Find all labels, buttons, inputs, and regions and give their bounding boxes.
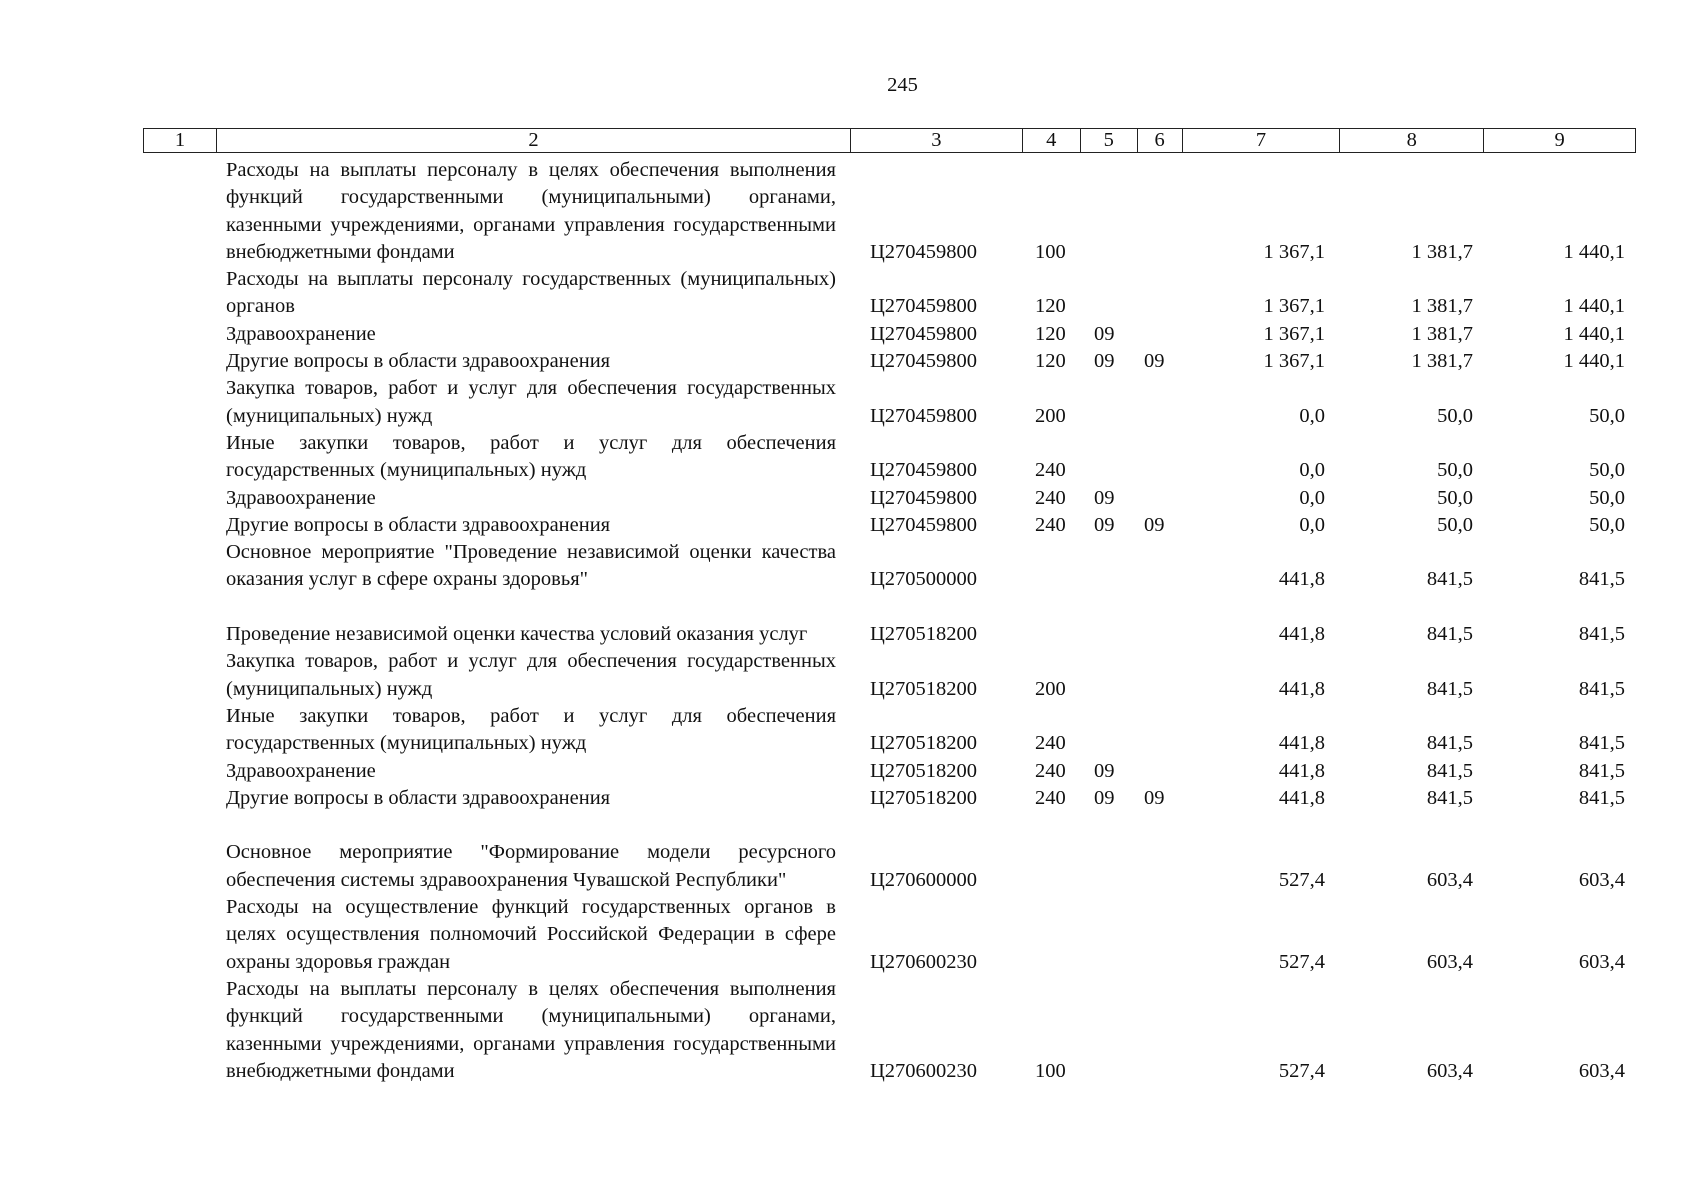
section-code: 09 [1094, 786, 1115, 809]
amount-col-7: 0,0 [1299, 404, 1325, 427]
table-row [0, 157, 1697, 266]
expense-type-code: 100 [1035, 1059, 1066, 1082]
amount-col-7: 441,8 [1278, 677, 1325, 700]
amount-col-8: 603,4 [1426, 1059, 1473, 1082]
target-article-code: Ц270459800 [870, 404, 978, 427]
expense-type-code: 240 [1035, 732, 1066, 755]
amount-col-9: 1 440,1 [1563, 295, 1625, 318]
amount-col-7: 0,0 [1299, 513, 1325, 536]
amount-col-9: 841,5 [1578, 677, 1625, 700]
table-body [0, 157, 1697, 1085]
row-description: Закупка товаров, работ и услуг для обеспечения государственных (муниципальных) нужд [226, 377, 836, 427]
amount-col-7: 527,4 [1278, 868, 1325, 891]
table-row [0, 703, 1697, 758]
table-row [0, 375, 1697, 430]
header-col-8: 8 [1340, 129, 1484, 152]
amount-col-7: 527,4 [1278, 1059, 1325, 1082]
row-description: Другие вопросы в области здравоохранения [226, 350, 611, 373]
expense-type-code: 240 [1035, 486, 1066, 509]
row-description: Здравоохранение [226, 486, 376, 509]
header-col-9: 9 [1554, 129, 1565, 151]
header-col-1: 1 [144, 129, 217, 152]
amount-col-8: 603,4 [1426, 950, 1473, 973]
page-number: 245 [887, 74, 918, 96]
table-row [0, 976, 1697, 1085]
header-col-2: 2 [217, 129, 851, 152]
expense-type-code: 240 [1035, 513, 1066, 536]
row-description: Иные закупки товаров, работ и услуг для обеспечения государственных (муниципальных) нужд [226, 431, 836, 482]
expense-type-code: 120 [1035, 350, 1066, 373]
target-article-code: Ц270600000 [870, 868, 978, 891]
header-col-4: 4 [1023, 129, 1081, 152]
amount-col-7: 1 367,1 [1263, 322, 1325, 345]
amount-col-9: 841,5 [1578, 759, 1625, 782]
row-description: Другие вопросы в области здравоохранения [226, 513, 611, 536]
amount-col-8: 841,5 [1426, 568, 1473, 591]
table-row [0, 266, 1697, 321]
expense-type-code: 240 [1035, 786, 1066, 809]
amount-col-9: 841,5 [1578, 786, 1625, 809]
subsection-code: 09 [1144, 786, 1165, 809]
table-row [0, 785, 1697, 812]
target-article-code: Ц270459800 [870, 350, 978, 373]
expense-type-code: 120 [1035, 295, 1066, 318]
amount-col-7: 441,8 [1278, 759, 1325, 782]
amount-col-7: 1 367,1 [1263, 240, 1325, 263]
amount-col-9: 1 440,1 [1563, 322, 1625, 345]
table-row [0, 321, 1697, 348]
amount-col-8: 50,0 [1437, 459, 1473, 482]
expense-type-code: 240 [1035, 459, 1066, 482]
amount-col-7: 527,4 [1278, 950, 1325, 973]
table-row [0, 512, 1697, 539]
expense-type-code: 120 [1035, 322, 1066, 345]
amount-col-8: 50,0 [1437, 513, 1473, 536]
table-row [0, 758, 1697, 785]
amount-col-9: 50,0 [1589, 486, 1625, 509]
row-description: Основное мероприятие "Проведение независимой оценки качества оказания услуг в сфере охраны здоровья" [226, 541, 836, 591]
row-description: Расходы на выплаты персоналу в целях обеспечения выполнения функций государственными (муниципальными) органами, казенными учреждениями, органами управления государственными внебюджетными фондами [226, 977, 836, 1082]
target-article-code: Ц270600230 [870, 1059, 978, 1082]
amount-col-9: 50,0 [1589, 513, 1625, 536]
header-col-5: 5 [1081, 129, 1138, 152]
subsection-code: 09 [1144, 513, 1165, 536]
target-article-code: Ц270459800 [870, 322, 978, 345]
amount-col-8: 1 381,7 [1411, 295, 1473, 318]
amount-col-9: 841,5 [1578, 568, 1625, 591]
table-row [0, 648, 1697, 703]
target-article-code: Ц270459800 [870, 295, 978, 318]
target-article-code: Ц270600230 [870, 950, 978, 973]
header-col-7: 7 [1183, 129, 1341, 152]
expense-type-code: 100 [1035, 240, 1066, 263]
amount-col-9: 603,4 [1578, 868, 1625, 891]
header-col-6: 6 [1138, 129, 1183, 152]
expense-type-code: 200 [1035, 677, 1066, 700]
amount-col-8: 1 381,7 [1411, 240, 1473, 263]
subsection-code: 09 [1144, 350, 1165, 373]
row-description: Расходы на осуществление функций государственных органов в целях осуществления полномочий Российской Федерации в сфере охраны здоровья граждан [226, 896, 836, 973]
amount-col-9: 50,0 [1589, 459, 1625, 482]
target-article-code: Ц270459800 [870, 513, 978, 536]
amount-col-8: 50,0 [1437, 486, 1473, 509]
amount-col-7: 0,0 [1299, 486, 1325, 509]
amount-col-8: 603,4 [1426, 868, 1473, 891]
section-code: 09 [1094, 486, 1115, 509]
amount-col-8: 841,5 [1426, 677, 1473, 700]
section-code: 09 [1094, 350, 1115, 373]
target-article-code: Ц270518200 [870, 786, 978, 809]
row-description: Расходы на выплаты персоналу государственных (муниципальных) органов [226, 268, 836, 318]
amount-col-8: 1 381,7 [1411, 350, 1473, 373]
amount-col-8: 841,5 [1426, 786, 1473, 809]
amount-col-7: 441,8 [1278, 568, 1325, 591]
amount-col-9: 841,5 [1578, 623, 1625, 646]
table-row [0, 594, 1697, 649]
table-header-row [143, 128, 1636, 153]
amount-col-8: 1 381,7 [1411, 322, 1473, 345]
target-article-code: Ц270518200 [870, 759, 978, 782]
row-description: Здравоохранение [226, 322, 376, 345]
amount-col-9: 603,4 [1578, 950, 1625, 973]
target-article-code: Ц270459800 [870, 240, 978, 263]
amount-col-9: 50,0 [1589, 404, 1625, 427]
amount-col-9: 603,4 [1578, 1059, 1625, 1082]
row-description: Основное мероприятие "Формирование модели ресурсного обеспечения системы здравоохранения Чувашской Республики" [226, 841, 836, 891]
amount-col-7: 0,0 [1299, 459, 1325, 482]
target-article-code: Ц270518200 [870, 732, 978, 755]
target-article-code: Ц270500000 [870, 568, 978, 591]
target-article-code: Ц270459800 [870, 486, 978, 509]
table-row [0, 812, 1697, 894]
table-row [0, 894, 1697, 976]
table-row [0, 485, 1697, 512]
amount-col-7: 441,8 [1278, 732, 1325, 755]
row-description: Проведение независимой оценки качества условий оказания услуг [226, 623, 808, 646]
target-article-code: Ц270518200 [870, 623, 978, 646]
amount-col-7: 1 367,1 [1263, 295, 1325, 318]
expense-type-code: 240 [1035, 759, 1066, 782]
target-article-code: Ц270459800 [870, 459, 978, 482]
amount-col-8: 841,5 [1426, 623, 1473, 646]
section-code: 09 [1094, 322, 1115, 345]
target-article-code: Ц270518200 [870, 677, 978, 700]
amount-col-8: 841,5 [1426, 759, 1473, 782]
header-col-3: 3 [851, 129, 1023, 152]
row-description: Расходы на выплаты персоналу в целях обеспечения выполнения функций государственными (муниципальными) органами, казенными учреждениями, органами управления государственными внебюджетными фондами [226, 159, 836, 263]
table-row [0, 430, 1697, 485]
amount-col-9: 841,5 [1578, 732, 1625, 755]
amount-col-7: 441,8 [1278, 623, 1325, 646]
row-description: Другие вопросы в области здравоохранения [226, 786, 611, 809]
row-description: Здравоохранение [226, 759, 376, 782]
amount-col-8: 50,0 [1437, 404, 1473, 427]
expense-type-code: 200 [1035, 404, 1066, 427]
amount-col-8: 841,5 [1426, 732, 1473, 755]
amount-col-7: 441,8 [1278, 786, 1325, 809]
row-description: Иные закупки товаров, работ и услуг для обеспечения государственных (муниципальных) нужд [226, 704, 836, 755]
amount-col-9: 1 440,1 [1563, 240, 1625, 263]
amount-col-7: 1 367,1 [1263, 350, 1325, 373]
section-code: 09 [1094, 513, 1115, 536]
table-row [0, 348, 1697, 375]
table-row [0, 539, 1697, 594]
section-code: 09 [1094, 759, 1115, 782]
amount-col-9: 1 440,1 [1563, 350, 1625, 373]
row-description: Закупка товаров, работ и услуг для обеспечения государственных (муниципальных) нужд [226, 650, 836, 700]
